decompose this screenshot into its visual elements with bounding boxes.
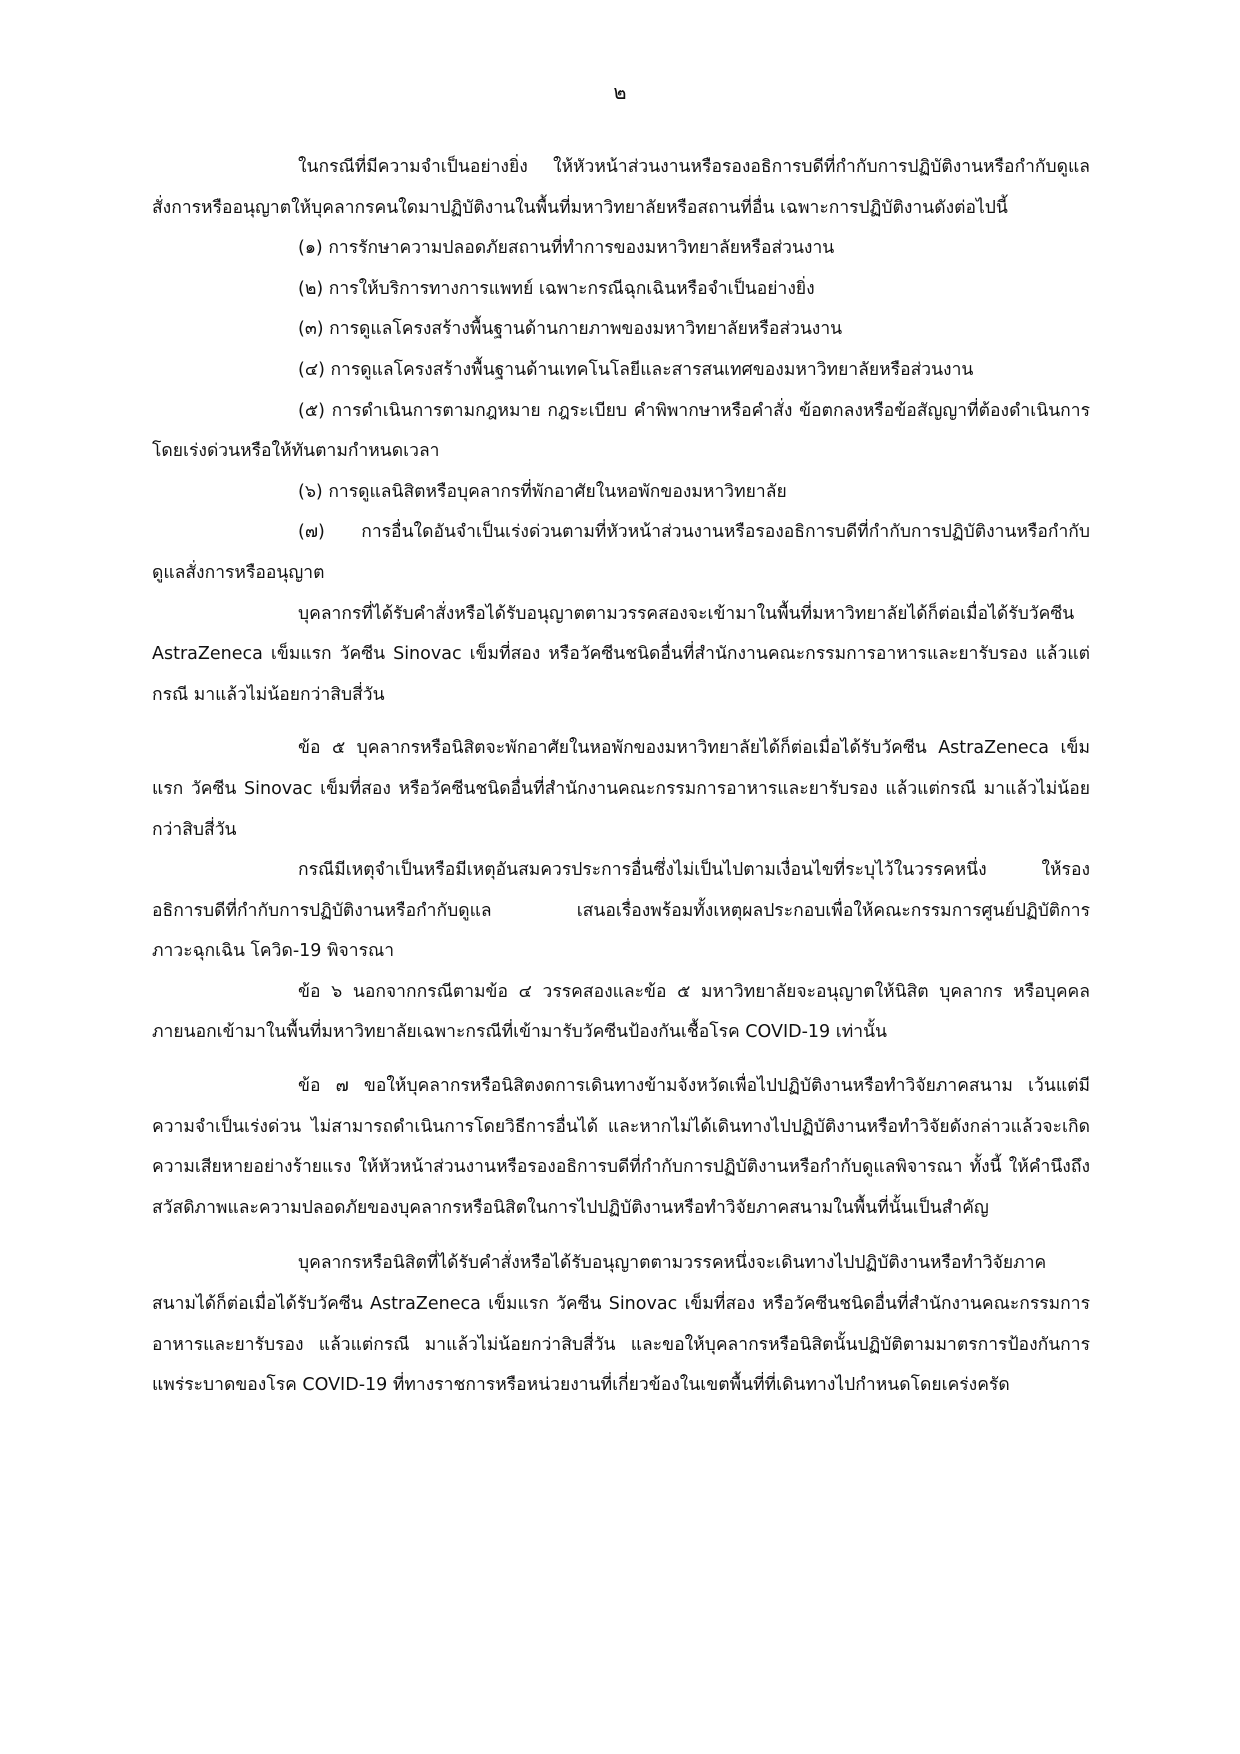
page-number: ๒ [613, 80, 627, 104]
document-body [152, 147, 1090, 1406]
paragraph-staff-vaccine: บุคลากรที่ได้รับคำสั่งหรือได้รับอนุญาตตามวรรคสองจะเข้ามาในพื้นที่มหาวิทยาลัยได้ก็ต่อเมื่อได้รับวัคซีน AstraZeneca เข็มแรก วัคซีน Sinovac เข็มที่สอง หรือวัคซีนชนิดอื่นที่สำนักงานคณะกรรมการอาหารและยารับรอง แล้วแต่กรณี มาแล้วไม่น้อยกว่าสิบสี่วัน [152, 603, 1090, 705]
clause-7: ข้อ ๗ ขอให้บุคลากรหรือนิสิตงดการเดินทางข้ามจังหวัดเพื่อไปปฏิบัติงานหรือทำวิจัยภาคสนาม เว้นแต่มีความจำเป็นเร่งด่วน ไม่สามารถดำเนินการโดยวิธีการอื่นได้ และหากไม่ได้เดินทางไปปฏิบัติงานหรือทำวิจัยดังกล่าวแล้วจะเกิดความเสียหายอย่างร้ายแรง ให้หัวหน้าส่วนงานหรือรองอธิการบดีที่กำกับการปฏิบัติงานหรือกำกับดูแลพิจารณา ทั้งนี้ ให้คำนึงถึงสวัสดิภาพและความปลอดภัยของบุคลากรหรือนิสิตในการไปปฏิบัติงานหรือทำวิจัยภาคสนามในพื้นที่นั้นเป็นสำคัญ [152, 1076, 1090, 1218]
clause-5-exception: กรณีมีเหตุจำเป็นหรือมีเหตุอันสมควรประการอื่นซึ่งไม่เป็นไปตามเงื่อนไขที่ระบุไว้ในวรรคหนึ่ง ให้รองอธิการบดีที่กำกับการปฏิบัติงานหรือกำกับดูแล เสนอเรื่องพร้อมทั้งเหตุผลประกอบเพื่อให้คณะกรรมการศูนย์ปฏิบัติการภาวะฉุกเฉิน โควิด-19 พิจารณา [152, 860, 1090, 962]
clause-6: ข้อ ๖ นอกจากกรณีตามข้อ ๔ วรรคสองและข้อ ๕ มหาวิทยาลัยจะอนุญาตให้นิสิต บุคลากร หรือบุคคลภายนอกเข้ามาในพื้นที่มหาวิทยาลัยเฉพาะกรณีที่เข้ามารับวัคซีนป้องกันเชื้อโรค COVID-19 เท่านั้น [152, 981, 1090, 1043]
list-item: (๔) การดูแลโครงสร้างพื้นฐานด้านเทคโนโลยีและสารสนเทศของมหาวิทยาลัยหรือส่วนงาน [298, 359, 974, 380]
clause-5: ข้อ ๕ บุคลากรหรือนิสิตจะพักอาศัยในหอพักของมหาวิทยาลัยได้ก็ต่อเมื่อได้รับวัคซีน AstraZeneca เข็มแรก วัคซีน Sinovac เข็มที่สอง หรือวัคซีนชนิดอื่นที่สำนักงานคณะกรรมการอาหารและยารับรอง แล้วแต่กรณี มาแล้วไม่น้อยกว่าสิบสี่วัน [152, 738, 1090, 840]
list-item: (๒) การให้บริการทางการแพทย์ เฉพาะกรณีฉุกเฉินหรือจำเป็นอย่างยิ่ง [298, 278, 815, 299]
list-item: (๖) การดูแลนิสิตหรือบุคลากรที่พักอาศัยในหอพักของมหาวิทยาลัย [298, 481, 787, 502]
list-item: (๗) การอื่นใดอันจำเป็นเร่งด่วนตามที่หัวหน้าส่วนงานหรือรองอธิการบดีที่กำกับการปฏิบัติงานหรือกำกับดูแลสั่งการหรืออนุญาต [152, 522, 1090, 583]
paragraph-emergency-intro: ในกรณีที่มีความจำเป็นอย่างยิ่ง ให้หัวหน้าส่วนงานหรือรองอธิการบดีที่กำกับการปฏิบัติงานหรือกำกับดูแล สั่งการหรืออนุญาตให้บุคลากรคนใดมาปฏิบัติงานในพื้นที่มหาวิทยาลัยหรือสถานที่อื่น เฉพาะการปฏิบัติงานดังต่อไปนี้ [152, 157, 1090, 218]
list-item: (๕) การดำเนินการตามกฎหมาย กฎระเบียบ คำพิพากษาหรือคำสั่ง ข้อตกลงหรือข้อสัญญาที่ต้องดำเนินการโดยเร่งด่วนหรือให้ทันตามกำหนดเวลา [152, 400, 1090, 462]
list-item: (๑) การรักษาความปลอดภัยสถานที่ทำการของมหาวิทยาลัยหรือส่วนงาน [298, 238, 835, 259]
list-item: (๓) การดูแลโครงสร้างพื้นฐานด้านกายภาพของมหาวิทยาลัยหรือส่วนงาน [298, 319, 843, 340]
clause-7-travel: บุคลากรหรือนิสิตที่ได้รับคำสั่งหรือได้รับอนุญาตตามวรรคหนึ่งจะเดินทางไปปฏิบัติงานหรือทำวิจัยภาคสนามได้ก็ต่อเมื่อได้รับวัคซีน AstraZeneca เข็มแรก วัคซีน Sinovac เข็มที่สอง หรือวัคซีนชนิดอื่นที่สำนักงานคณะกรรมการอาหารและยารับรอง แล้วแต่กรณี มาแล้วไม่น้อยกว่าสิบสี่วัน และขอให้บุคลากรหรือนิสิตนั้นปฏิบัติตามมาตรการป้องกันการแพร่ระบาดของโรค COVID-19 ที่ทางราชการหรือหน่วยงานที่เกี่ยวข้องในเขตพื้นที่ที่เดินทางไปกำหนดโดยเคร่งครัด [152, 1253, 1090, 1396]
